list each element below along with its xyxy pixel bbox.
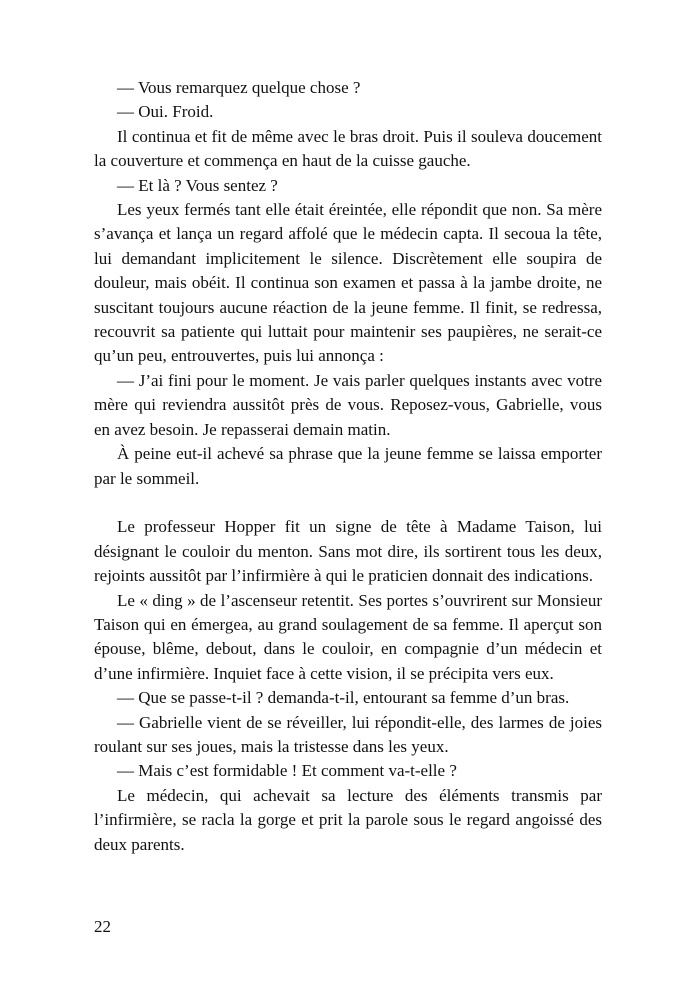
- paragraph: Le médecin, qui achevait sa lecture des éléments transmis par l’infirmière, se racla la gorge et prit la parole sous le regard angoissé des deux parents.: [94, 785, 602, 854]
- paragraph: — Et là ? Vous sentez ?: [117, 175, 278, 195]
- paragraph: Le « ding » de l’ascenseur retentit. Ses portes s’ouvrirent sur Monsieur Taison qui en émergea, au grand soulagement de sa femme. Il aperçut son épouse, blême, debout, dans le couloir, en compagnie d’un médecin et d’une infirmière. Inquiet face à cette vision, il se précipita vers eux.: [94, 590, 602, 683]
- page-body: [94, 76, 602, 857]
- paragraph: À peine eut-il achevé sa phrase que la jeune femme se laissa emporter par le sommeil.: [94, 444, 602, 488]
- page-number: 22: [94, 917, 111, 936]
- paragraph: Le professeur Hopper fit un signe de tête à Madame Taison, lui désignant le couloir du menton. Sans mot dire, ils sortirent tous les deux, rejoints aussitôt par l’infirmière à qui le praticien donnait des indications.: [94, 517, 602, 586]
- paragraph: — Gabrielle vient de se réveiller, lui répondit-elle, des larmes de joies roulant sur ses joues, mais la tristesse dans les yeux.: [94, 712, 602, 756]
- section-break: [94, 491, 602, 515]
- paragraph: — Mais c’est formidable ! Et comment va-t-elle ?: [117, 761, 457, 781]
- paragraph: Il continua et fit de même avec le bras droit. Puis il souleva doucement la couverture et commença en haut de la cuisse gauche.: [94, 126, 602, 171]
- paragraph: — Vous remarquez quelque chose ?: [117, 78, 361, 97]
- paragraph: Les yeux fermés tant elle était éreintée, elle répondit que non. Sa mère s’avança et lança un regard affolé que le médecin capta. Il secoua la tête, lui demandant implicitement le silence. Discrètement elle soupira de douleur, mais obéit. Il continua son examen et passa à la jambe droite, ne suscitant toujours aucune réaction de la jeune femme. Il finit, se redressa, recouvrit sa patiente qui luttait pour maintenir ses paupières, ne serait-ce qu’un peu, entrouvertes, puis lui annonça :: [94, 200, 602, 366]
- paragraph: — J’ai fini pour le moment. Je vais parler quelques instants avec votre mère qui reviendra aussitôt près de vous. Reposez-vous, Gabrielle, vous en avez besoin. Je repasserai demain matin.: [94, 370, 602, 439]
- paragraph: — Que se passe-t-il ? demanda-t-il, entourant sa femme d’un bras.: [117, 688, 570, 708]
- paragraph: — Oui. Froid.: [117, 102, 214, 122]
